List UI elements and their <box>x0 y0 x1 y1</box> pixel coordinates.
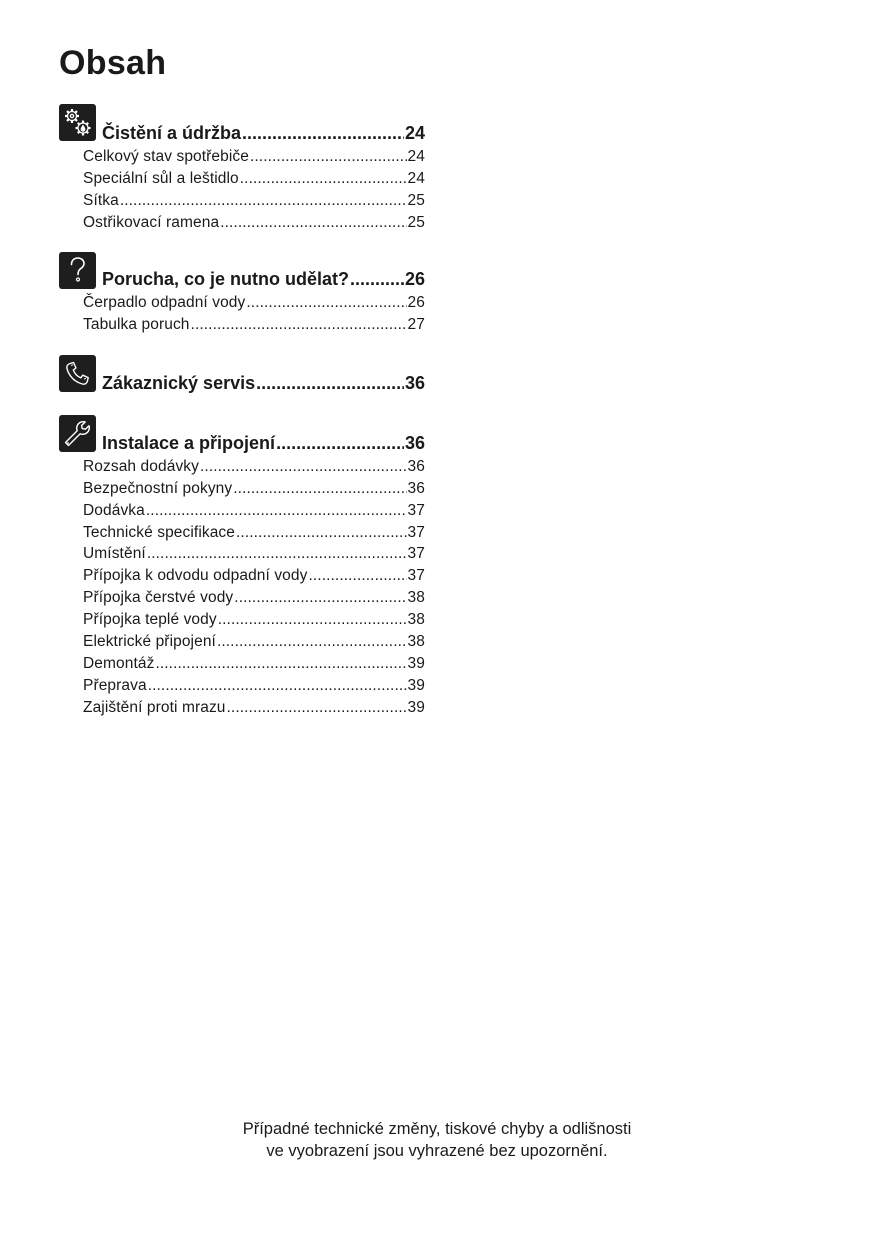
toc-item[interactable] <box>83 188 425 210</box>
toc-item[interactable] <box>83 476 425 498</box>
toc-heading-label: Čistění a údržba <box>102 123 242 143</box>
gears-icon <box>59 104 96 141</box>
toc-item-list <box>83 454 425 717</box>
toc-item-page: 36 <box>407 457 425 475</box>
toc-heading[interactable] <box>102 266 425 290</box>
phone-icon <box>59 355 96 392</box>
dot-leader <box>146 502 407 520</box>
toc-item-page: 37 <box>407 567 425 585</box>
toc-heading-label: Zákaznický servis <box>102 373 256 393</box>
wrench-icon <box>59 415 96 452</box>
toc-item-label: Dodávka <box>83 501 145 519</box>
disclaimer-line: ve vyobrazení jsou vyhrazené bez upozornění. <box>266 1142 608 1160</box>
toc-item[interactable] <box>83 454 425 476</box>
page-title: Obsah <box>59 44 167 82</box>
dot-leader <box>242 123 404 144</box>
dot-leader <box>227 699 407 717</box>
toc-item-page: 39 <box>407 654 425 672</box>
toc-item-page: 26 <box>407 293 425 311</box>
toc-item[interactable] <box>83 651 425 673</box>
dot-leader <box>120 192 407 210</box>
dot-leader <box>276 433 404 454</box>
toc-item[interactable] <box>83 629 425 651</box>
toc-item-label: Přípojka k odvodu odpadní vody <box>83 567 308 585</box>
dot-leader <box>217 633 407 651</box>
dot-leader <box>218 611 407 629</box>
toc-heading-page: 36 <box>404 373 425 393</box>
toc-item[interactable] <box>83 166 425 188</box>
question-icon <box>59 252 96 289</box>
dot-leader <box>233 480 406 498</box>
toc-item-label: Přípojka čerstvé vody <box>83 589 234 607</box>
dot-leader <box>200 458 407 476</box>
toc-item-label: Ostřikovací ramena <box>83 213 220 231</box>
toc-item-page: 37 <box>407 545 425 563</box>
toc-heading[interactable] <box>102 370 425 394</box>
dot-leader <box>240 170 407 188</box>
dot-leader <box>256 373 404 394</box>
toc-heading[interactable] <box>102 430 425 454</box>
dot-leader <box>236 524 407 542</box>
toc-item-page: 27 <box>407 315 425 333</box>
toc-item-label: Přípojka teplé vody <box>83 611 217 629</box>
toc-item-label: Čerpadlo odpadní vody <box>83 293 246 311</box>
dot-leader <box>191 316 407 334</box>
toc-item[interactable] <box>83 520 425 542</box>
toc-item-label: Bezpečnostní pokyny <box>83 479 233 497</box>
toc-item[interactable] <box>83 673 425 695</box>
disclaimer-footer <box>0 1118 874 1162</box>
dot-leader <box>308 567 406 585</box>
toc-item-page: 25 <box>407 191 425 209</box>
toc-item-page: 36 <box>407 479 425 497</box>
toc-item-label: Sítka <box>83 191 119 209</box>
toc-item[interactable] <box>83 312 425 334</box>
toc-heading[interactable] <box>102 120 425 144</box>
dot-leader <box>155 655 406 673</box>
toc-item-label: Elektrické připojení <box>83 633 216 651</box>
toc-item-label: Rozsah dodávky <box>83 457 199 475</box>
toc-item-label: Umístění <box>83 545 146 563</box>
toc-item-label: Přeprava <box>83 676 147 694</box>
toc-item[interactable] <box>83 542 425 564</box>
toc-item-label: Zajištění proti mrazu <box>83 698 226 716</box>
dot-leader <box>246 294 406 312</box>
toc-item-page: 38 <box>407 611 425 629</box>
toc-item-page: 39 <box>407 676 425 694</box>
toc-heading-page: 26 <box>404 269 425 289</box>
dot-leader <box>147 545 407 563</box>
toc-item-label: Demontáž <box>83 654 155 672</box>
dot-leader <box>234 589 406 607</box>
dot-leader <box>350 269 404 290</box>
dot-leader <box>148 677 407 695</box>
toc-item-page: 24 <box>407 147 425 165</box>
toc-item-page: 38 <box>407 589 425 607</box>
toc-item[interactable] <box>83 607 425 629</box>
toc-item-label: Speciální sůl a leštidlo <box>83 169 239 187</box>
toc-item-page: 37 <box>407 523 425 541</box>
disclaimer-line: Případné technické změny, tiskové chyby a odlišnosti <box>242 1120 632 1138</box>
toc-item[interactable] <box>83 695 425 717</box>
toc-item[interactable] <box>83 290 425 312</box>
toc-item[interactable] <box>83 144 425 166</box>
toc-item-page: 24 <box>407 169 425 187</box>
toc-item-label: Tabulka poruch <box>83 315 190 333</box>
toc-item-list <box>83 290 425 334</box>
toc-item-label: Technické specifikace <box>83 523 236 541</box>
dot-leader <box>250 148 407 166</box>
toc-heading-page: 36 <box>404 433 425 453</box>
toc-item[interactable] <box>83 585 425 607</box>
dot-leader <box>220 214 406 232</box>
toc-item-page: 38 <box>407 633 425 651</box>
toc-heading-page: 24 <box>404 123 425 143</box>
toc-item-label: Celkový stav spotřebiče <box>83 147 249 165</box>
toc-item-list <box>83 144 425 232</box>
toc-heading-label: Porucha, co je nutno udělat? <box>102 269 350 289</box>
toc-item[interactable] <box>83 498 425 520</box>
toc-item[interactable] <box>83 210 425 232</box>
toc-heading-label: Instalace a připojení <box>102 433 276 453</box>
toc-item[interactable] <box>83 563 425 585</box>
toc-item-page: 37 <box>407 501 425 519</box>
toc-item-page: 25 <box>407 213 425 231</box>
toc-item-page: 39 <box>407 698 425 716</box>
